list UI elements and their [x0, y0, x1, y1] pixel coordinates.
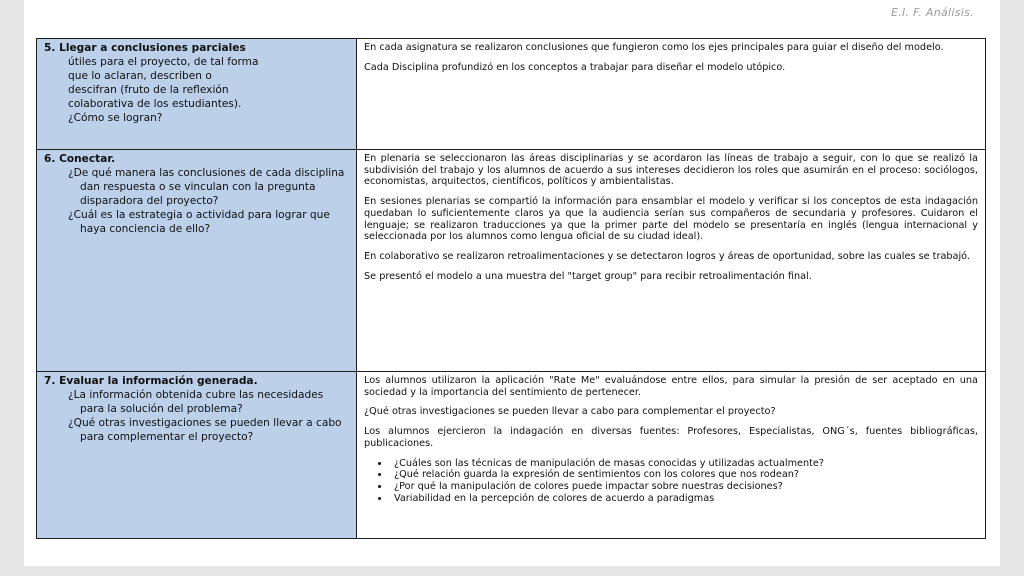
- paragraph: En plenaria se seleccionaron las áreas disciplinarias y se acordaron las líneas de trabajo a seguir, con lo que se realizó la subdivisión del trabajo y los alumnos de acuerdo a sus intereses decidieron los roles que asumirán en el proceso: sociólogos, economistas, arquitectos, científicos, políticos y ambientalistas.: [364, 153, 978, 188]
- slide: [24, 0, 1000, 566]
- left-line: que lo aclaran, describen o: [68, 69, 212, 82]
- list-item: • ¿Por qué la manipulación de colores puede impactar sobre nuestras decisiones?: [390, 481, 978, 493]
- right-cell-step-7: [357, 372, 986, 539]
- analysis-table: [36, 38, 986, 539]
- table-row: [37, 372, 986, 539]
- paragraph: En cada asignatura se realizaron conclusiones que fungieron como los ejes principales para guiar el diseño del modelo.: [364, 42, 944, 53]
- left-line: ¿Cómo se logran?: [68, 111, 163, 124]
- table-row: [37, 150, 986, 372]
- left-line: descifran (fruto de la reflexión: [68, 83, 229, 96]
- left-line: útiles para el proyecto, de tal forma: [68, 55, 259, 68]
- left-cell-step-5: [37, 39, 357, 150]
- paragraph: ¿Qué otras investigaciones se pueden llevar a cabo para complementar el proyecto?: [364, 406, 776, 418]
- row-title: 7. Evaluar la información generada.: [44, 375, 258, 387]
- left-line: ¿La información obtenida cubre las necesidades para la solución del problema?: [68, 388, 324, 415]
- question-list: [364, 458, 978, 505]
- header-note: E.I. F. Análisis.: [890, 6, 974, 19]
- paragraph: Los alumnos ejercieron la indagación en diversas fuentes: Profesores, Especialistas, ONG´s, fuentes bibliográficas, publicaciones.: [364, 426, 978, 449]
- list-item: • ¿Cuáles son las técnicas de manipulación de masas conocidas y utilizadas actualmente?: [390, 458, 978, 470]
- row-title: 5. Llegar a conclusiones parciales: [44, 42, 246, 54]
- left-line: ¿Qué otras investigaciones se pueden llevar a cabo para complementar el proyecto?: [68, 416, 342, 443]
- left-text: [44, 389, 349, 445]
- left-line: ¿Cuál es la estrategia o actividad para lograr que haya conciencia de ello?: [68, 208, 330, 235]
- row-title: 6. Conectar.: [44, 153, 116, 165]
- paragraph: En colaborativo se realizaron retroalimentaciones y se detectaron logros y áreas de oportunidad, sobre las cuales se trabajó.: [364, 250, 971, 262]
- paragraph: Los alumnos utilizaron la aplicación "Rate Me" evaluándose entre ellos, para simular la presión de ser aceptado en una sociedad y la importancia del sentimiento de pertenecer.: [364, 375, 978, 398]
- paragraph: En sesiones plenarias se compartió la información para ensamblar el modelo y verificar si los conceptos de esta indagación quedaban lo suficientemente claros ya que la audiencia serían sus compañeros de secundaria y profesores. Cuidaron el lenguaje; se realizaron traducciones ya que la primer parte del modelo se presentaría en inglés (lengua internacional y seleccionada por los alumnos como lengua oficial de su ciudad ideal).: [364, 196, 978, 243]
- paragraph: Cada Disciplina profundizó en los conceptos a trabajar para diseñar el modelo utópico.: [364, 61, 786, 73]
- paragraph: Se presentó el modelo a una muestra del "target group" para recibir retroalimentación final.: [364, 270, 812, 282]
- left-cell-step-6: [37, 150, 357, 372]
- left-text: [44, 167, 349, 237]
- list-item: • ¿Qué relación guarda la expresión de sentimientos con los colores que nos rodean?: [390, 469, 978, 481]
- left-line: colaborativa de los estudiantes).: [68, 97, 242, 110]
- right-cell-step-6: [357, 150, 986, 372]
- left-line: ¿De qué manera las conclusiones de cada disciplina dan respuesta o se vinculan con la pregunta disparadora del proyecto?: [68, 166, 345, 207]
- left-cell-step-7: [37, 372, 357, 539]
- table-row: [37, 39, 986, 150]
- left-text: [44, 56, 349, 126]
- list-item: • Variabilidad en la percepción de colores de acuerdo a paradigmas: [390, 493, 978, 505]
- right-cell-step-5: [357, 39, 986, 150]
